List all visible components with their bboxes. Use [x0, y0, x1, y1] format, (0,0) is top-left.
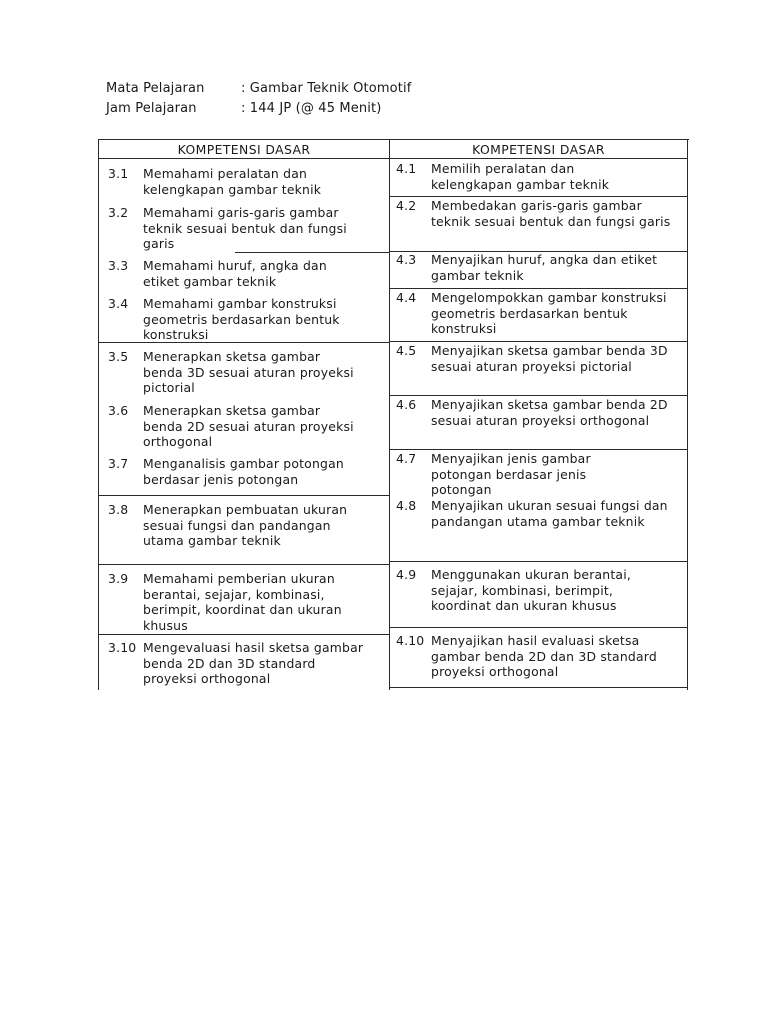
item-number: 4.4 [396, 290, 417, 305]
item-number: 3.1 [108, 166, 129, 181]
item-text: Memahami pemberian ukuran berantai, sejajar, kombinasi, berimpit, koordinat dan ukuran khusus [143, 571, 342, 633]
item-text: Menyajikan sketsa gambar benda 3D sesuai aturan proyeksi pictorial [431, 343, 668, 374]
item-text: Menyajikan ukuran sesuai fungsi dan pandangan utama gambar teknik [431, 498, 668, 529]
right-row-rule [389, 687, 688, 688]
item-text: Memahami peralatan dan kelengkapan gambar teknik [143, 166, 322, 197]
right-row-rule [389, 288, 688, 289]
item-number: 3.9 [108, 571, 129, 586]
item-number: 3.6 [108, 403, 129, 418]
item-text: Menerapkan sketsa gambar benda 2D sesuai aturan proyeksi orthogonal [143, 403, 354, 449]
left-row-rule [98, 564, 390, 565]
item-number: 3.5 [108, 349, 129, 364]
column-header-right: KOMPETENSI DASAR [472, 142, 605, 157]
table-top-border [98, 139, 689, 140]
right-row-rule [389, 196, 688, 197]
item-text: Mengevaluasi hasil sketsa gambar benda 2D dan 3D standard proyeksi orthogonal [143, 640, 364, 686]
item-number: 4.8 [396, 498, 417, 513]
item-text: Mengelompokkan gambar konstruksi geometris berdasarkan bentuk konstruksi [431, 290, 667, 336]
item-number: 4.1 [396, 161, 417, 176]
table-left-border [98, 139, 99, 690]
item-number: 4.7 [396, 451, 417, 466]
item-number: 3.10 [108, 640, 137, 655]
item-number: 4.5 [396, 343, 417, 358]
item-text: Menerapkan sketsa gambar benda 3D sesuai aturan proyeksi pictorial [143, 349, 354, 395]
item-text: Menganalisis gambar potongan berdasar jenis potongan [143, 456, 344, 487]
header-bottom-rule-left [98, 158, 390, 159]
right-row-rule [389, 627, 688, 628]
item-number: 3.3 [108, 258, 129, 273]
right-row-rule [389, 561, 688, 562]
item-text: Menyajikan hasil evaluasi sketsa gambar benda 2D dan 3D standard proyeksi orthogonal [431, 633, 657, 679]
left-row-rule [98, 634, 390, 635]
item-text: Menyajikan huruf, angka dan etiket gambar teknik [431, 252, 658, 283]
hours-label: Jam Pelajaran [106, 101, 197, 116]
item-text: Menggunakan ukuran berantai, sejajar, kombinasi, berimpit, koordinat dan ukuran khusus [431, 567, 631, 613]
item-number: 3.4 [108, 296, 129, 311]
subject-label: Mata Pelajaran [106, 81, 205, 96]
right-row-rule [389, 341, 688, 342]
item-text: Menerapkan pembuatan ukuran sesuai fungsi dan pandangan utama gambar teknik [143, 502, 348, 548]
item-number: 3.7 [108, 456, 129, 471]
item-text: Memahami huruf, angka dan etiket gambar teknik [143, 258, 327, 289]
hours-value: : 144 JP (@ 45 Menit) [241, 101, 382, 116]
item-text: Menyajikan jenis gambar potongan berdasar jenis potongan [431, 451, 591, 497]
item-text: Memilih peralatan dan kelengkapan gambar teknik [431, 161, 610, 192]
item-text: Membedakan garis-garis gambar teknik sesuai bentuk dan fungsi garis [431, 198, 671, 229]
hours-row [106, 100, 526, 118]
item-number: 4.9 [396, 567, 417, 582]
item-text: Memahami garis-garis gambar teknik sesuai bentuk dan fungsi garis [143, 205, 347, 251]
item-number: 4.3 [396, 252, 417, 267]
item-number: 4.10 [396, 633, 425, 648]
column-header-left: KOMPETENSI DASAR [177, 142, 311, 157]
table-right-border [687, 139, 688, 690]
right-row-rule [389, 395, 688, 396]
item-number: 3.8 [108, 502, 129, 517]
item-number: 4.6 [396, 397, 417, 412]
left-row-rule [235, 252, 390, 253]
right-row-rule [389, 449, 688, 450]
item-text: Memahami gambar konstruksi geometris berdasarkan bentuk konstruksi [143, 296, 340, 342]
subject-row [106, 80, 526, 98]
item-text: Menyajikan sketsa gambar benda 2D sesuai aturan proyeksi orthogonal [431, 397, 668, 428]
item-number: 3.2 [108, 205, 129, 220]
subject-value: : Gambar Teknik Otomotif [241, 81, 412, 96]
header-bottom-rule-right [389, 158, 688, 159]
item-number: 4.2 [396, 198, 417, 213]
column-divider [389, 139, 390, 690]
left-row-rule [98, 495, 390, 496]
